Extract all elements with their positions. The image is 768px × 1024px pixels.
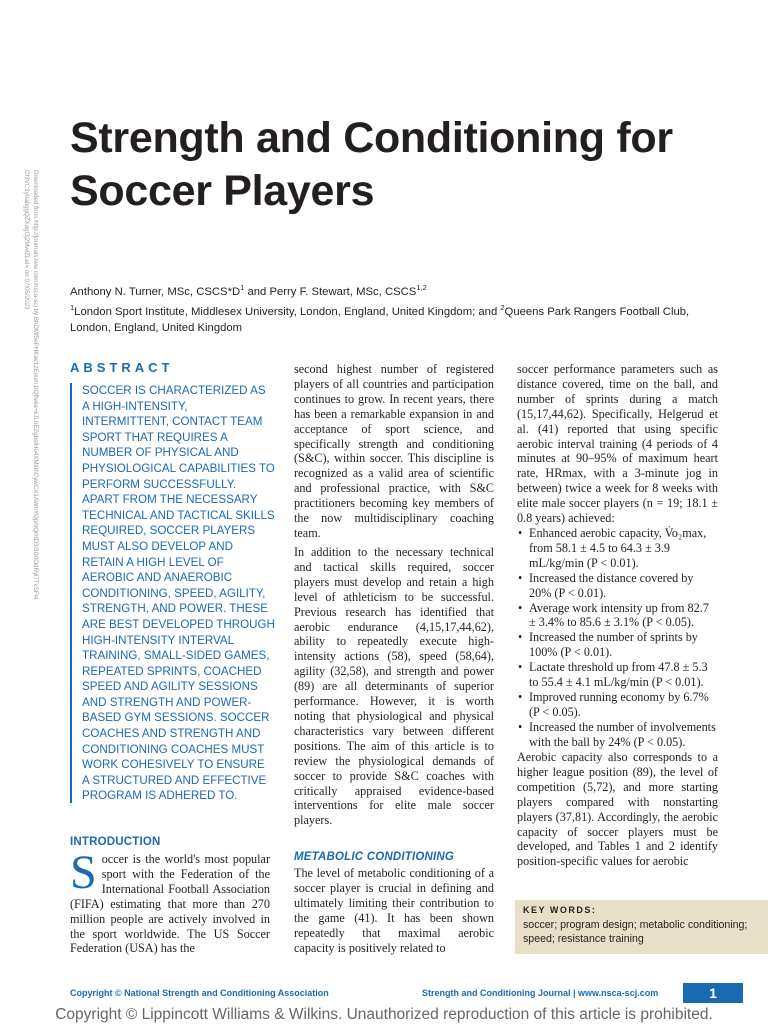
list-item: • Average work intensity up from 82.7 ± 3.4% to 85.6 ± 3.1% (P < 0.05). (517, 601, 718, 631)
abstract-text: SOCCER IS CHARACTERIZED AS A HIGH-INTENSITY, INTERMITTENT, CONTACT TEAM SPORT THAT REQUIRES A NUMBER OF PHYSICAL AND PHYSIOLOGICAL CAPABILITIES TO PERFORM SUCCESSFULLY. APART FROM THE NECESSARY TECHNICAL AND TACTICAL SKILLS REQUIRED, SOCCER PLAYERS MUST ALSO DEVELOP AND RETAIN A HIGH LEVEL OF AEROBIC AND ANAEROBIC CONDITIONING, SPEED, AGILITY, STRENGTH, AND POWER. THESE ARE BEST DEVELOPED THROUGH HIGH-INTENSITY INTERVAL TRAINING, SMALL-SIDED GAMES, REPEATED SPRINTS, COACHED SPEED AND AGILITY SESSIONS AND STRENGTH AND POWER-BASED GYM SESSIONS. SOCCER COACHES AND STRENGTH AND CONDITIONING COACHES MUST WORK COHESIVELY TO ENSURE A STRUCTURED AND EFFECTIVE PROGRAM IS ADHERED TO. (70, 383, 275, 803)
affiliation-1: London Sport Institute, Middlesex University, London, England, United Kingdom; and (74, 305, 501, 318)
author-block (70, 280, 710, 336)
aff-1-sup: 1 (70, 302, 75, 312)
metabolic-conditioning-heading: METABOLIC CONDITIONING (294, 851, 455, 863)
column2-paragraph-3: The level of metabolic conditioning of a soccer player is crucial in defining and ultimately limiting their contribution to the game (41). It has been shown repeatedly that maximal aerobic capacity is positively related to (294, 866, 494, 955)
copyright-notice: Copyright © Lippincott Williams & Wilkins. Unauthorized reproduction of this article is prohibited. (55, 1006, 713, 1023)
introduction-heading: INTRODUCTION (70, 836, 161, 848)
author-line (70, 280, 710, 300)
keywords-text: soccer; program design; metabolic conditioning; speed; resistance training (523, 919, 748, 945)
drop-cap: S (70, 846, 97, 899)
affiliation-2: Queens Park Rangers Football Club, London, England, United Kingdom (70, 305, 690, 334)
list-item: • Improved running economy by 6.7% (P < 0.05). (517, 690, 718, 720)
author-2-sup: 1,2 (416, 283, 427, 292)
author-1-sup: 1 (240, 283, 245, 292)
footer-copyright-nsca: Copyright © National Strength and Conditioning Association (70, 988, 329, 998)
list-item: • Increased the distance covered by 20% (P < 0.01). (517, 571, 718, 601)
footer-journal-link[interactable]: Strength and Conditioning Journal | www.nsca-scj.com (422, 988, 659, 998)
column3-paragraph-2: Aerobic capacity also corresponds to a higher league position (89), the level of competition (5,72), and more starting players compared with nonstarting players (37,81). Accordingly, the aerobic capacity of soccer players must be developed, and Tables 1 and 2 identify position-specific values for aerobic (517, 750, 718, 869)
download-watermark: Downloaded from http://journals.lww.com/nsca-scj by BhDMf5ePHKav1zEoum1tQfN4a+kJLhEZgbsIHo4XMi0hCywCX1AWnYQp/IlQrHD3i3D0OdRyi7TvSFl4Cf3VC1y0abggQZXdgGj2MwlZLeI= on 07/05/2023 (23, 170, 39, 600)
affiliation-line (70, 300, 710, 336)
list-item: • Increased the number of involvements with the ball by 24% (P < 0.05). (517, 720, 718, 750)
list-item: • Increased the number of sprints by 100% (P < 0.01). (517, 630, 718, 660)
introduction-text: occer is the world's most popular sport with the Federation of the International Football Association (FIFA) estimating that more than 270 million people are actively involved in the sport worldwide. The US Soccer Federation (USA) has the (70, 852, 270, 956)
author-1: Anthony N. Turner, MSc, CSCS*D (70, 285, 241, 298)
column3-paragraph-1: soccer performance parameters such as distance covered, time on the ball, and number of sprints during a match (15,17,44,62). Specifically, Helgerud et al. (41) reported that using specific aerobic interval training (4 periods of 4 minutes at 90–95% of maximum heart rate, HRmax, with a 3-minute jog in between) twice a week for 8 weeks with elite male soccer players (n = 19; 18.1 ± 0.8 years) achieved: (517, 362, 718, 526)
keywords-heading: KEY WORDS: (523, 905, 597, 915)
list-item: • Lactate threshold up from 47.8 ± 5.3 to 55.4 ± 4.1 mL/kg/min (P < 0.01). (517, 660, 718, 690)
introduction-paragraph (70, 846, 270, 956)
abstract-heading: ABSTRACT (70, 360, 174, 375)
article-title: Strength and Conditioning for Soccer Players (70, 114, 673, 215)
aff-2-sup: 2 (500, 302, 505, 312)
column2-paragraph-1: second highest number of registered players of all countries and participation continues to grow. In recent years, there has been a remarkable expansion in and acceptance of sport science, and specifically strength and conditioning (S&C), within soccer. This discipline is recognized as a valid area of scientific and professional practice, with S&C practitioners becoming key members of the now multidisciplinary coaching team. (294, 362, 494, 540)
author-2: and Perry F. Stewart, MSc, CSCS (244, 285, 417, 298)
results-list (517, 526, 718, 750)
column2-paragraph-2: In addition to the necessary technical and tactical skills required, soccer players must develop and retain a high level of athleticism to be successful. Previous research has identified that aerobic endurance (4,15,17,44,62), ability to repeatedly execute high-intensity actions (58), speed (58,64), agility (32,58), and strength and power (89) are all determinants of superior performance. However, it is worth noting that physiological and physical characteristics vary between different positions. The aim of this article is to review the physiological demands of soccer to provide S&C coaches with critically appraised evidence-based interventions for elite male soccer players. (294, 545, 494, 828)
page-number: 1 (683, 983, 743, 1003)
keywords-box (515, 900, 768, 954)
list-item: • Enhanced aerobic capacity, V̇o₂max, from 58.1 ± 4.5 to 64.3 ± 3.9 mL/kg/min (P < 0.01). (517, 526, 718, 571)
